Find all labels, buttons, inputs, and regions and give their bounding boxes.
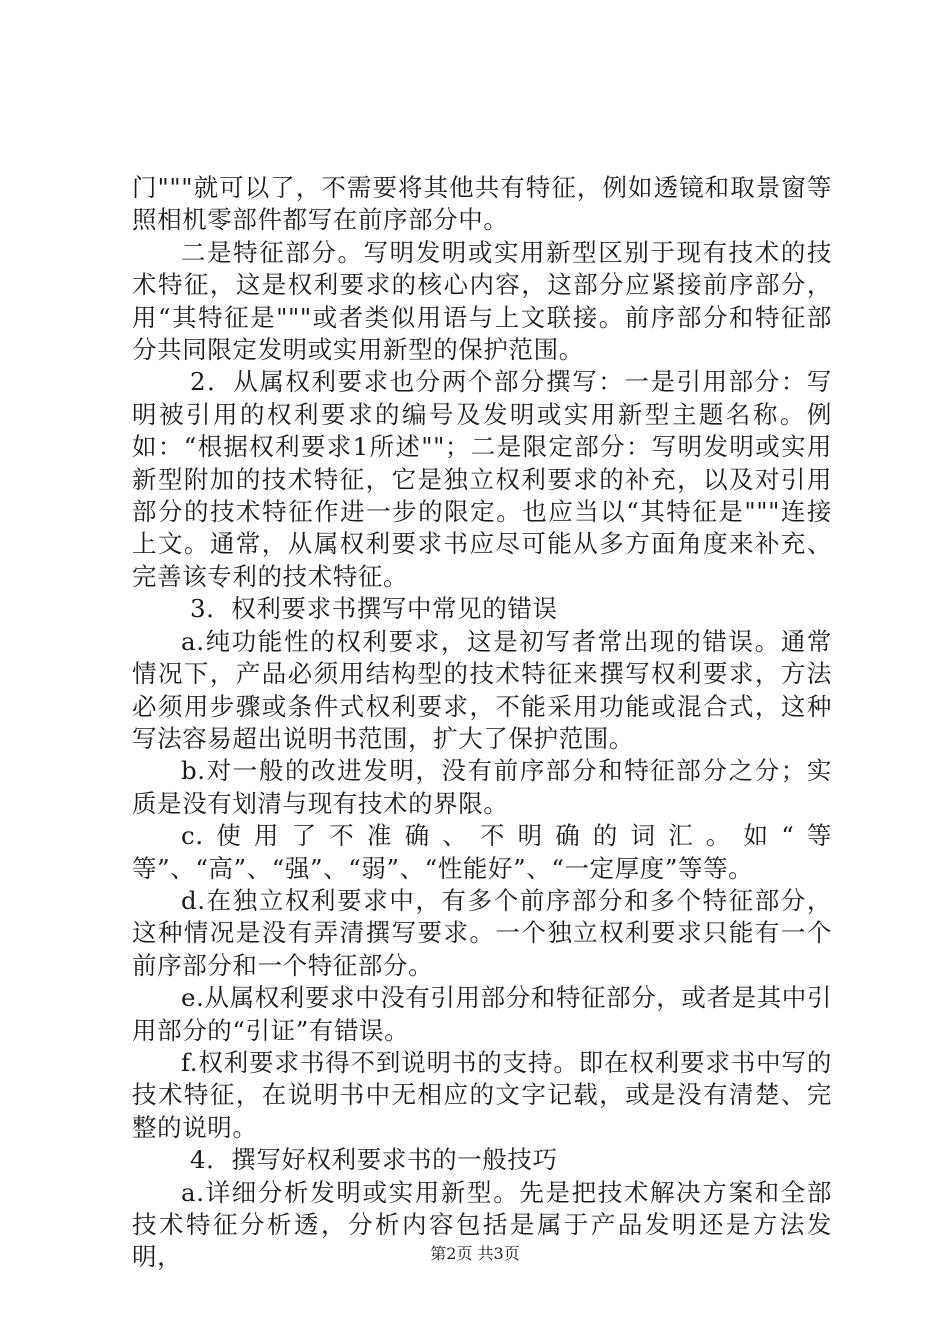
- paragraph-error-f: f.权利要求书得不到说明书的支持。即在权利要求书中写的技术特征，在说明书中无相应的文字记载，或是没有清楚、完整的说明。: [132, 1047, 832, 1142]
- paragraph-error-c: c.使用了不准确、不明确的词汇。如“等等”、“高”、“强”、“弱”、“性能好”、“一定厚度”等等。: [132, 821, 832, 883]
- paragraph-technique-a: a.详细分析发明或实用新型。先是把技术解决方案和全部技术特征分析透，分析内容包括是属于产品发明还是方法发明，: [132, 1177, 832, 1272]
- paragraph-error-a: a.纯功能性的权利要求，这是初写者常出现的错误。通常情况下，产品必须用结构型的技术特征来撰写权利要求，方法必须用步骤或条件式权利要求，不能采用功能或混合式，这种写法容易超出说明书范围，扩大了保护范围。: [132, 626, 832, 753]
- paragraph-feature-part: 二是特征部分。写明发明或实用新型区别于现有技术的技术特征，这是权利要求的核心内容，这部分应紧接前序部分，用“其特征是"""或者类似用语与上文联接。前序部分和特征部分共同限定发明或实用新型的保护范围。: [132, 237, 832, 365]
- paragraph-error-d: d.在独立权利要求中，有多个前序部分和多个特征部分，这种情况是没有弄清撰写要求。一个独立权利要求只能有一个前序部分和一个特征部分。: [132, 885, 832, 980]
- paragraph-dependent-claims: 2．从属权利要求也分两个部分撰写：一是引用部分：写明被引用的权利要求的编号及发明或实用新型主题名称。例如：“根据权利要求1所述""；二是限定部分：写明发明或实用新型附加的技术特征，它是独立权利要求的补充，以及对引用部分的技术特征作进一步的限定。也应当以“其特征是"""连接上文。通常，从属权利要求书应尽可能从多方面角度来补充、完善该专利的技术特征。: [132, 367, 832, 591]
- paragraph-continuation: 门"""就可以了，不需要将其他共有特征，例如透镜和取景窗等照相机零部件都写在前序部分中。: [132, 173, 832, 235]
- page-footer: 第2页 共3页: [430, 1244, 520, 1263]
- paragraph-error-b: b.对一般的改进发明，没有前序部分和特征部分之分；实质是没有划清与现有技术的界限。: [132, 756, 832, 818]
- paragraph-error-e: e.从属权利要求中没有引用部分和特征部分，或者是其中引用部分的“引证”有错误。: [132, 983, 832, 1045]
- section-heading-common-errors: 3．权利要求书撰写中常见的错误: [190, 594, 558, 624]
- section-heading-techniques: 4．撰写好权利要求书的一般技巧: [190, 1145, 558, 1175]
- document-body: [132, 172, 832, 1274]
